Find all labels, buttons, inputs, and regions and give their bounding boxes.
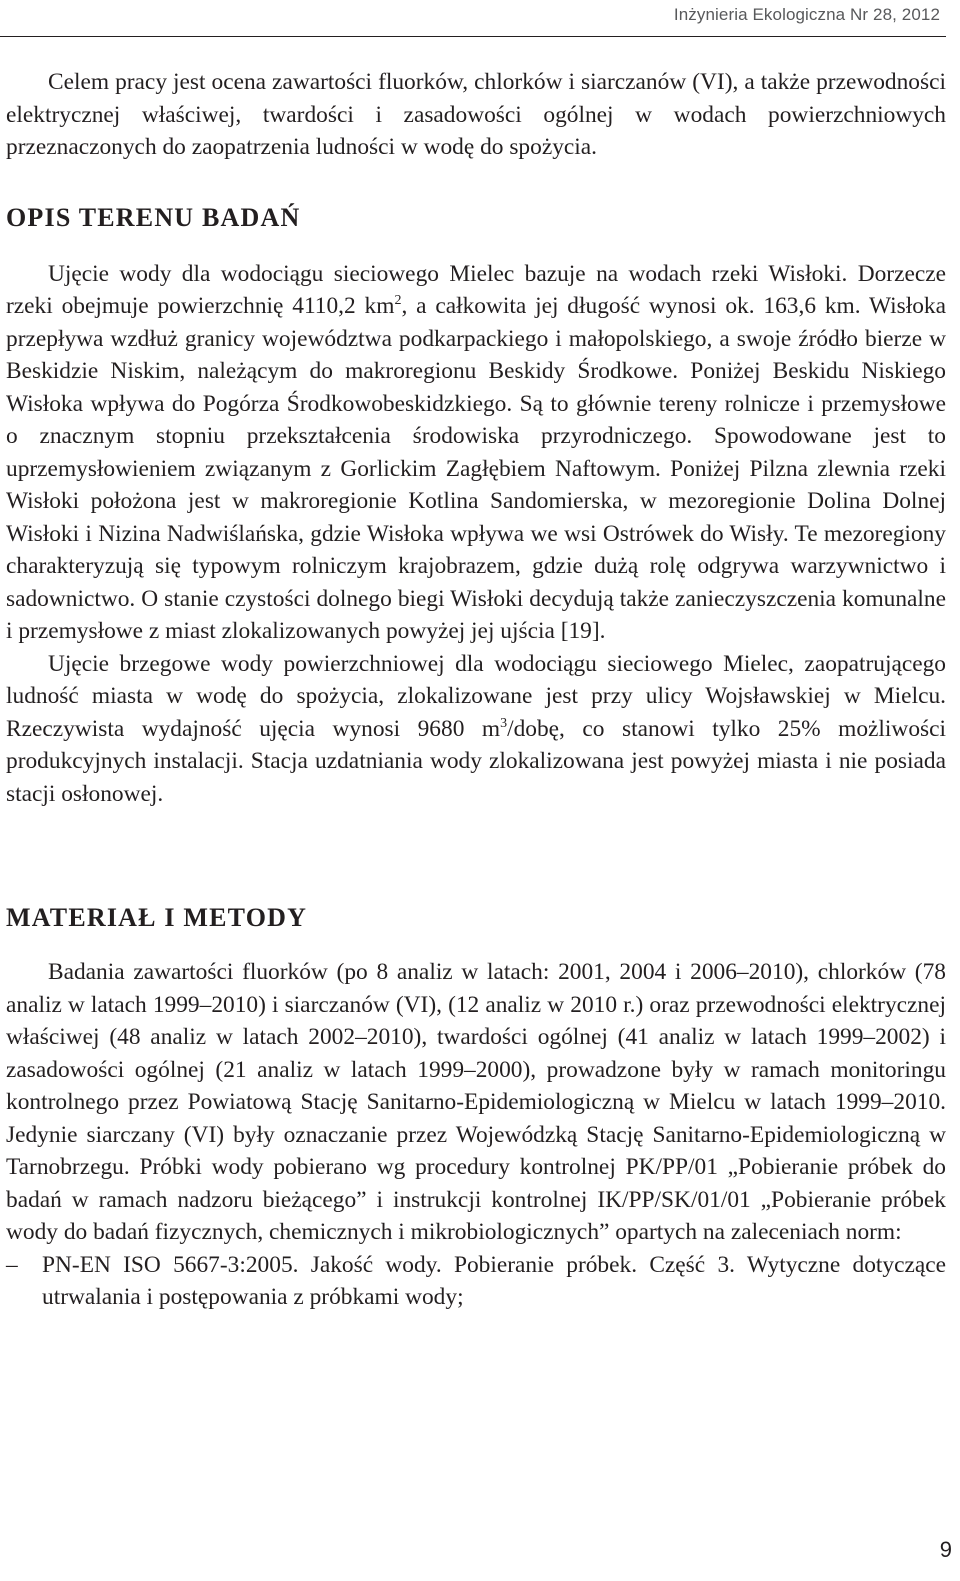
page-number: 9 (939, 1537, 952, 1562)
section-heading-methods: MATERIAŁ I METODY (6, 903, 308, 932)
text-run: , a całkowita jej długość wynosi ok. 163,6 km. Wisłoka przepływa wzdłuż granicy województwa podkarpackiego i małopolskiego, a swoje źródło bierze w Beskidzie Niskim, należącym do makroregionu Beskidy Środkowe. Poniżej Beskidu Niskiego Wisłoka wpływa do Pogórza Środkowobeskidzkiego. Są to głównie tereny rolnicze i przemysłowe o znacznym stopniu przekształcenia środowiska przyrodniczego. Spowodowane jest to uprzemysłowieniem związanym z Gorlickim Zagłębiem Naftowym. Poniżej Pilzna zlewnia rzeki Wisłoki położona jest w makroregionie Kotlina Sandomierska, w mezoregionie Dolina Dolnej Wisłoki i Nizina Nadwiślańska, gdzie Wisłoka wpływa we wsi Ostrówek do Wisły. Te mezoregiony charakteryzują się typowym rolniczym krajobrazem, gdzie dużą rolę odgrywa warzywnictwo i sadownictwo. O stanie czystości dolnego biegi Wisłoki decydują także zanieczyszczenia komunalne i przemysłowe z miast zlokalizowanych powyżej jej ujścia [19]. (6, 293, 947, 644)
intro-paragraph: Celem pracy jest ocena zawartości fluorków, chlorków i siarczanów (VI), a także przewodności elektrycznej właściwej, twardości i zasadowości ogólnej w wodach powierzchniowych przeznaczonych do zaopatrzenia ludności w wodę do spożycia. (6, 69, 946, 160)
study-area-paragraph-1 (6, 258, 946, 648)
methods-paragraph: Badania zawartości fluorków (po 8 analiz w latach: 2001, 2004 i 2006–2010), chlorków (78 analiz w latach 1999–2010) i siarczanów (VI), (12 analiz w 2010 r.) oraz przewodności elektrycznej właściwej (48 analiz w latach 2002–2010), twardości ogólnej (41 analiz w latach 1999–2002) i zasadowości ogólnej (21 analiz w latach 1999–2000), prowadzone były w ramach monitoringu kontrolnego przez Powiatową Stację Sanitarno-Epidemiologiczną w Mielcu w latach 1999–2010. Jedynie siarczany (VI) były oznaczanie przez Wojewódzką Stację Sanitarno-Epidemiologiczną w Tarnobrzegu. Próbki wody pobierano wg procedury kontrolnej PK/PP/01 „Pobieranie próbek do badań w ramach nadzoru bieżącego” i instrukcji kontrolnej IK/PP/SK/01/01 „Pobieranie próbek wody do badań fizycznych, chemicznych i mikrobiologicznych” opartych na zaleceniach norm: (6, 959, 946, 1245)
text-run: /dobę, co stanowi tylko 25% możliwości produkcyjnych instalacji. Stacja uzdatniania wody zlokalizowana jest powyżej miasta i nie posiada stacji osłonowej. (6, 715, 946, 807)
superscript: 2 (394, 293, 402, 308)
page-body (6, 66, 946, 1314)
study-area-paragraph-2 (6, 648, 946, 811)
list-item-text: PN-EN ISO 5667-3:2005. Jakość wody. Pobieranie próbek. Część 3. Wytyczne dotyczące utrwalania i postępowania z próbkami wody; (42, 1251, 946, 1310)
superscript: 3 (500, 715, 508, 731)
running-header (0, 0, 946, 37)
text-run: Ujęcie brzegowe wody powierzchniowej dla wodociągu sieciowego Mielec, zaopatrującego ludność miasta w wodę do spożycia, zlokalizowane jest przy ulicy Wojsławskiej w Mielcu. Rzeczywista wydajność ujęcia wynosi 9680 m (6, 650, 946, 742)
standards-list (6, 1249, 946, 1314)
journal-title: Inżynieria Ekologiczna Nr 28, 2012 (673, 5, 940, 24)
list-marker: – (6, 1251, 18, 1278)
section-heading-study-area: OPIS TERENU BADAŃ (6, 202, 301, 232)
text-run: Ujęcie wody dla wodociągu sieciowego Mielec bazuje na wodach rzeki Wisłoki. Dorzecze rzeki obejmuje powierzchnię 4110,2 km (6, 260, 946, 319)
list-item (6, 1249, 946, 1314)
